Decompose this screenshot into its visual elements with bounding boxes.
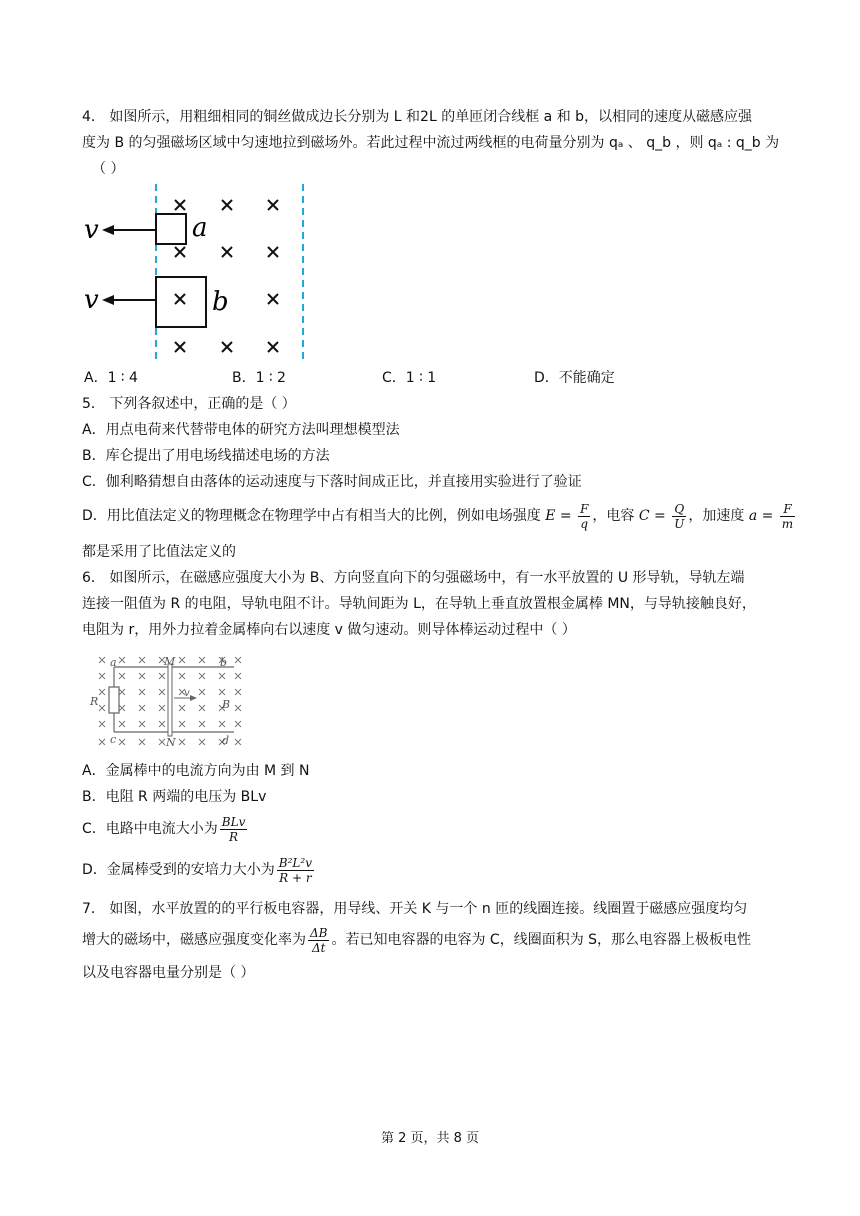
field-cross <box>235 739 241 745</box>
field-cross <box>199 721 205 727</box>
q6-option-d-text: D．金属棒受到的安培力大小为 <box>82 862 275 878</box>
q4-frame-a <box>156 214 186 244</box>
q6-metal-rod <box>168 664 172 736</box>
field-cross <box>199 657 205 663</box>
q6-option-d <box>82 852 316 888</box>
field-cross <box>139 721 145 727</box>
q6-option-b: B．电阻 R 两端的电压为 BLv <box>82 789 267 805</box>
field-cross <box>179 705 185 711</box>
field-cross <box>235 657 241 663</box>
q5-option-a: A．用点电荷来代替带电体的研究方法叫理想模型法 <box>82 422 400 438</box>
field-cross <box>119 673 125 679</box>
field-cross <box>159 739 165 745</box>
field-cross <box>199 689 205 695</box>
q7-line-2-pre: 增大的磁场中，磁感应强度变化率为 <box>82 932 306 948</box>
q7-rate-fraction: $\frac{\Delta B}{\Delta t}$ <box>310 925 328 955</box>
q4-label-a: a <box>192 213 208 243</box>
field-cross <box>235 689 241 695</box>
q6-resistor <box>109 687 119 713</box>
q5-acceleration-label: ，加速度 <box>688 508 745 524</box>
q7-line-1: 7． 如图，水平放置的的平行板电容器，用导线、开关 K 与一个 n 匝的线圈连接。线圈置于磁感应强度均匀 <box>82 901 748 917</box>
field-cross <box>199 673 205 679</box>
field-cross <box>235 721 241 727</box>
q4-line-2: 度为 B 的匀强磁场区域中匀速地拉到磁场外。若此过程中流过两线框的电荷量分别为 qₐ 、 q_b ，则 qₐ : q_b 为 <box>82 135 780 151</box>
field-cross <box>99 721 105 727</box>
q5-option-b: B．库仑提出了用电场线描述电场的方法 <box>82 448 330 464</box>
q4-option-d: D．不能确定 <box>534 370 615 386</box>
field-cross <box>179 721 185 727</box>
field-cross <box>179 739 185 745</box>
q6-label-r: R <box>90 695 99 708</box>
q5-option-d-text: D．用比值法定义的物理概念在物理学中占有相当大的比例，例如电场强度 <box>82 508 541 524</box>
field-cross <box>119 705 125 711</box>
field-cross <box>235 705 241 711</box>
q5-c-fraction: $\frac{Q}{U}$ <box>674 501 685 531</box>
field-cross <box>99 739 105 745</box>
q4-label-v-bottom: v <box>84 285 99 315</box>
q5-c-symbol: C = <box>638 508 666 524</box>
q4-figure <box>80 180 320 366</box>
page-footer: 第 2 页，共 8 页 <box>380 1131 480 1146</box>
q7-line-2 <box>82 922 751 958</box>
q6-label-d: d <box>222 734 230 747</box>
q6-line-1: 6． 如图所示，在磁感应强度大小为 B、方向竖直向下的匀强磁场中，有一水平放置的 U 形导轨，导轨左端 <box>82 570 745 586</box>
q7-line-3: 以及电容器电量分别是（ ） <box>82 965 255 981</box>
field-cross <box>99 705 105 711</box>
q6-line-2: 连接一阻值为 R 的电阻，导轨电阻不计。导轨间距为 L，在导轨上垂直放置根金属棒 MN，与导轨接触良好， <box>82 596 756 612</box>
field-cross <box>159 721 165 727</box>
q6-label-a: a <box>110 656 117 669</box>
q5-option-d <box>82 498 797 534</box>
field-cross <box>179 673 185 679</box>
q6-current-fraction: $\frac{\text{BLv}}{R}$ <box>221 814 246 844</box>
q6-label-c: c <box>110 733 117 746</box>
q6-label-b: b <box>220 656 228 669</box>
q6-option-c <box>82 811 249 847</box>
q4-option-c: C．1 ∶ 1 <box>382 370 437 386</box>
field-cross <box>119 721 125 727</box>
q5-a-fraction: $\frac{F}{m}$ <box>781 501 794 531</box>
field-cross <box>139 739 145 745</box>
field-cross <box>199 705 205 711</box>
q4-frame-b <box>156 277 206 327</box>
field-cross <box>179 657 185 663</box>
field-cross <box>219 673 225 679</box>
q6-force-fraction: $\frac{\text{B²L²v}}{R + r}$ <box>278 855 312 885</box>
q5-e-symbol: E = <box>545 508 572 524</box>
q5-option-d-tail: 都是采用了比值法定义的 <box>82 544 236 560</box>
q4-label-b: b <box>212 287 229 317</box>
field-cross <box>219 689 225 695</box>
q6-label-v: v <box>184 688 190 699</box>
q6-label-b-field: B <box>222 698 231 711</box>
field-cross <box>119 689 125 695</box>
field-cross <box>119 739 125 745</box>
q5-option-c: C．伽利略猜想自由落体的运动速度与下落时间成正比，并直接用实验进行了验证 <box>82 474 582 490</box>
q5-capacitance-label: ，电容 <box>592 508 635 524</box>
q4-option-a: A．1 ∶ 4 <box>84 370 138 386</box>
q6-option-a: A．金属棒中的电流方向为由 M 到 N <box>82 763 310 779</box>
q6-option-c-text: C．电路中电流大小为 <box>82 821 218 837</box>
q4-label-v-top: v <box>84 215 99 245</box>
q4-option-b: B．1 ∶ 2 <box>232 370 286 386</box>
q6-line-3: 电阻为 r，用外力拉着金属棒向右以速度 v 做匀速动。则导体棒运动过程中（ ） <box>82 622 576 638</box>
field-cross <box>119 657 125 663</box>
q7-line-2-post: 。若已知电容器的电容为 C，线圈面积为 S，那么电容器上极板电性 <box>331 932 752 948</box>
field-cross <box>139 657 145 663</box>
q6-figure <box>86 652 246 752</box>
q6-label-n: N <box>166 736 176 749</box>
q4-answer-blank: （ ） <box>92 161 125 177</box>
q6-label-m: M <box>164 655 176 668</box>
field-cross <box>99 657 105 663</box>
field-cross <box>159 673 165 679</box>
q4-line-1: 4． 如图所示，用粗细相同的铜丝做成边长分别为 L 和2L 的单匝闭合线框 a 和 b，以相同的速度从磁感应强 <box>82 109 753 125</box>
field-cross <box>219 721 225 727</box>
q5-e-fraction: $\frac{F}{q}$ <box>580 501 589 531</box>
field-cross <box>99 689 105 695</box>
field-cross <box>99 673 105 679</box>
q5-a-symbol: a = <box>748 508 774 524</box>
field-cross <box>235 673 241 679</box>
field-cross <box>139 673 145 679</box>
q5-stem: 5． 下列各叙述中，正确的是（ ） <box>82 396 296 412</box>
field-cross <box>139 705 145 711</box>
field-cross <box>199 739 205 745</box>
field-cross <box>139 689 145 695</box>
field-cross <box>159 705 165 711</box>
field-cross <box>159 689 165 695</box>
